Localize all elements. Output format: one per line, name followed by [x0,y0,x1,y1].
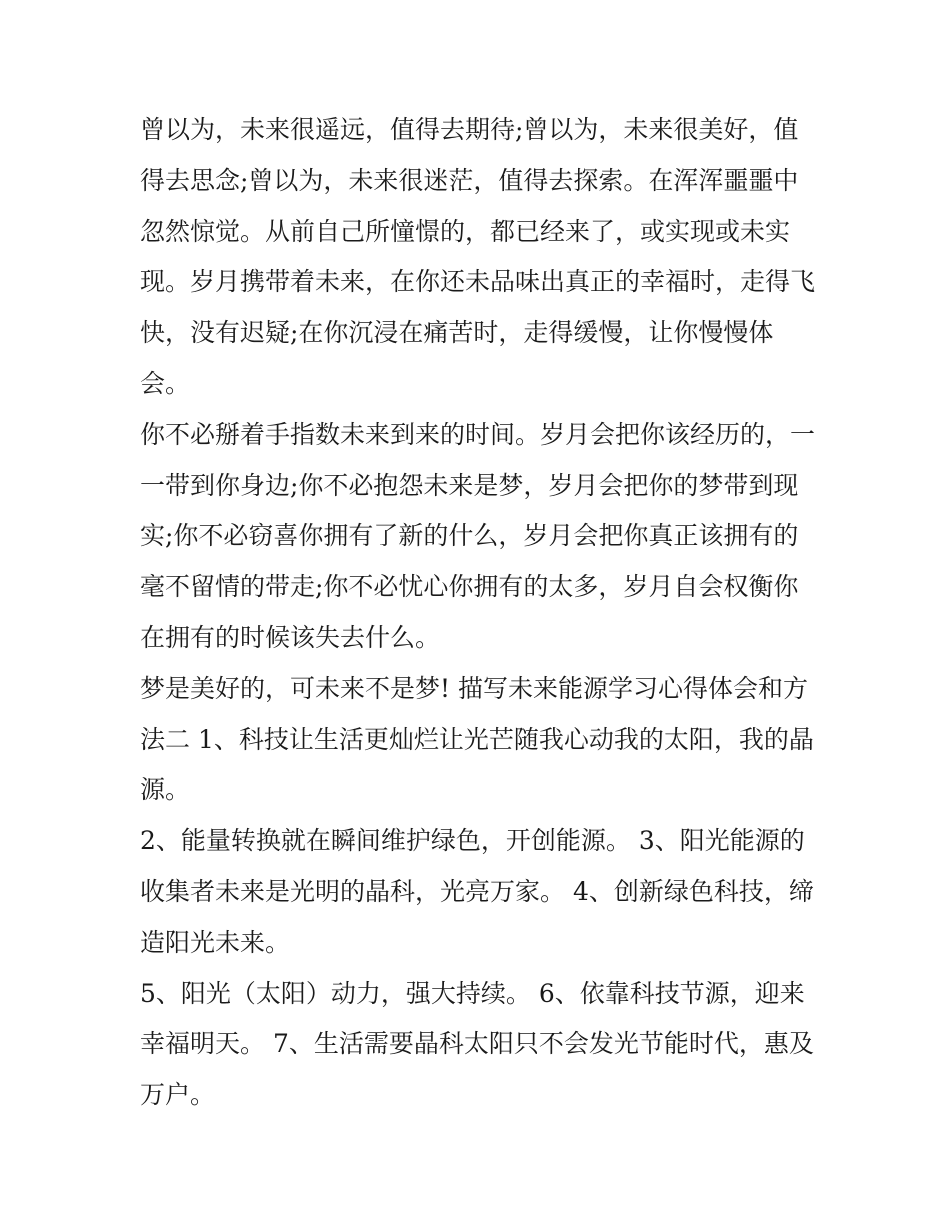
text-line: 2、能量转换就在瞬间维护绿色，开创能源。 3、阳光能源的 [140,826,805,856]
text-line: 在拥有的时候该失去什么。 [140,622,441,652]
text-line: 实;你不必窃喜你拥有了新的什么，岁月会把你真正该拥有的 [140,521,799,551]
paragraph-1 [140,105,820,410]
text-line: 万户。 [140,1080,216,1110]
text-line: 造阳光未来。 [140,927,291,957]
text-line: 5、阳光（太阳）动力，强大持续。 6、依靠科技节源，迎来 [140,978,805,1008]
text-line: 幸福明天。 7、生活需要晶科太阳只不会发光节能时代，惠及 [140,1029,814,1059]
text-line: 会。 [140,368,191,398]
text-line: 曾以为，未来很遥远，值得去期待;曾以为，未来很美好，值 [140,115,799,144]
text-line: 一带到你身边;你不必抱怨未来是梦，岁月会把你的梦带到现 [140,470,799,500]
text-line: 现。岁月携带着未来，在你还未品味出真正的幸福时，走得飞 [140,267,816,297]
paragraph-2 [140,410,820,664]
paragraph-4 [140,816,820,968]
text-line: 源。 [140,775,191,805]
document-body [140,105,820,1121]
text-line: 你不必掰着手指数未来到来的时间。岁月会把你该经历的，一 [140,419,816,449]
paragraph-5 [140,969,820,1121]
text-line: 毫不留情的带走;你不必忧心你拥有的太多，岁月自会权衡你 [140,572,799,602]
text-line: 法二 1、科技让生活更灿烂让光芒随我心动我的太阳，我的晶 [140,724,814,754]
text-line: 得去思念;曾以为，未来很迷茫，值得去探索。在浑浑噩噩中 [140,165,799,195]
text-line: 梦是美好的，可未来不是梦! 描写未来能源学习心得体会和方 [140,673,808,703]
paragraph-3 [140,664,820,816]
text-line: 快，没有迟疑;在你沉浸在痛苦时，走得缓慢，让你慢慢体 [140,318,774,348]
text-line: 收集者未来是光明的晶科，光亮万家。 4、创新绿色科技，缔 [140,876,814,906]
text-line: 忽然惊觉。从前自己所憧憬的，都已经来了，或实现或未实 [140,216,791,246]
